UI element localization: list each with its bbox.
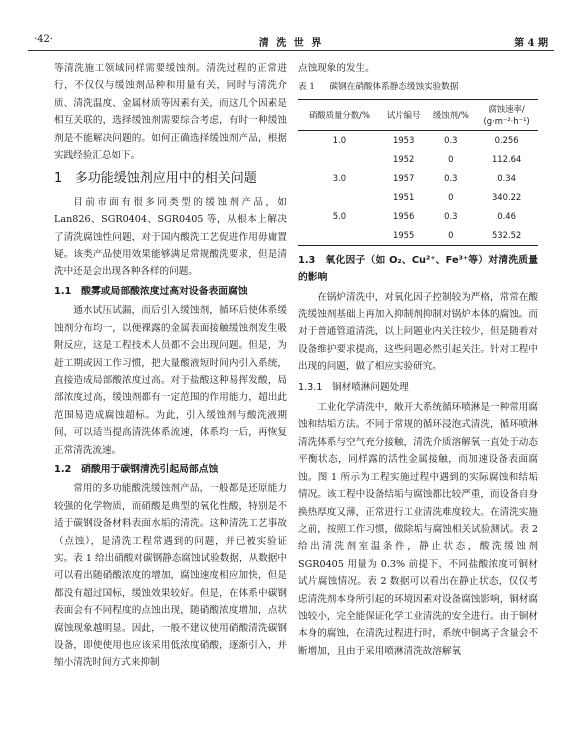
table-cell: 1957	[393, 172, 415, 183]
section-1-1-paragraph: 通水试压试漏，而后引入缓蚀剂，循环后使体系缓蚀剂分布均一，以便裸露的金属表面接触缓蚀剂发生吸附反应，这是工程技术人员都不会出现问题。但是，为赶工期或因工作习惯，把大量酸液短时间内引入系统，直接造成局部酸浓度过高。对于盐酸这种易挥发酸，局部浓度过高，缓蚀剂都有一定范围的作用能力，超出此范围易造成腐蚀超标。为此，引入缓蚀剂与酸洗液期间，可以适当提高清洗体系流速，体系均一后，再恢复正常清洗流速。	[54, 305, 287, 456]
header-line: 腐蚀速率/	[488, 103, 525, 114]
section-1-3-1-paragraph: 工业化学清洗中，敞开大系统循环喷淋是一种常用腐蚀和结垢方法。不同于常规的循环浸泡式清洗，循环喷淋清洗体系与空气充分接触，清洗介质溶解氧一直处于动态平衡状态，同样露的活性金属接触，而加速设备表面腐蚀。图 1 所示为工程实施过程中遇到的实际腐蚀和结垢情况。该工程中设备结垢与腐蚀都比较严重，而设备自身换热厚度又薄，正常进行工业清洗难度较大。在清洗实施之前，按照工作习惯，做除垢与腐蚀相关试验测试。表 2 给出清洗剂室温条件，静止状态，酸洗缓蚀剂 SGR0405 用量为 0.3% 前提下，不同盐酸浓度可铜材试片腐蚀情况。表 2 数据可以看出在静止状态，仅仅考虑清洗剂本身所引起的环境因素对设备腐蚀影响，铜材腐蚀较小，完全能保证化学工业清洗的安全进行。由于铜材本身的腐蚀，在清洗过程进行时，系统中铜离子含量会不断增加，且由于采用喷淋清洗故溶解氧	[298, 402, 538, 657]
section-1-2-paragraph: 常用的多功能酸洗缓蚀剂产品，一般都是还原能力较强的化学物质，而硝酸是典型的氧化性酸，特别是不适于碳钢设备材料表面水垢的清洗。这种清洗工艺事故（点蚀），是清洗工程常遇到的问题，并已被实验证实。表 1 给出硝酸对碳钢静态腐蚀试验数据，从数据中可以看出随硝酸浓度的增加，腐蚀速度相应加快，但是都没有超过国标，缓蚀效果较好。但是，在体系中碳钢表面会有不同程度的点蚀出现，随硝酸浓度增加，点状腐蚀现象越明显。因此，一般不建议使用硝酸清洗碳钢设备，即使使用也应该采用低浓度硝酸，逐渐引入，并缩小清洗时间方式来抑制	[54, 483, 287, 669]
table-row	[298, 188, 538, 207]
spacer	[298, 246, 538, 250]
table-row	[298, 169, 538, 188]
journal-name: 清 洗 世 界	[258, 38, 324, 49]
section-1-1-heading: 1.1 酸雾或局部酸浓度过高对设备表面腐蚀	[54, 285, 248, 297]
table-row	[298, 226, 538, 246]
table-cell: 1951	[393, 191, 415, 202]
table-row	[298, 150, 538, 169]
issue-number: 第 4 期	[514, 38, 548, 49]
table-cell: 3.0	[332, 172, 347, 183]
table-1-title: 碳钢在硝酸体系静态缓蚀实验数据	[329, 82, 459, 93]
table-cell: 532.52	[491, 229, 522, 240]
table-cell: 1953	[393, 134, 415, 145]
table-cell: 0.3	[444, 210, 458, 221]
table-row	[298, 207, 538, 226]
section-1-3-paragraph: 在锅炉清洗中，对氧化因子控制较为严格，常常在酸洗缓蚀剂基础上再加入抑制剂抑制对锅炉本体的腐蚀。而对于普通管道清洗，以上问题业内关注较少，但是随着对设备维护要求提高，这些问题必然引起关注。针对工程中出现的问题，做了相应实验研究。	[298, 291, 538, 373]
header-unit: (g·m⁻²·h⁻¹)	[483, 115, 530, 126]
table-header-cell: 缓蚀剂/%	[432, 109, 469, 120]
intro-paragraph: 等清洗施工领域同样需要缓蚀剂。清洗过程的正常进行，不仅仅与缓蚀剂品种和用量有关，同时与清洗介质、清洗温度、金属材质等因素有关，而这几个因素是相互关联的，选择缓蚀剂需要综合考虑，有时一种缓蚀剂是不能解决问题的。如何正确选择缓蚀剂产品，根据实践经验汇总如下。	[54, 63, 287, 162]
section-1-3-heading: 1.3 氧化因子（如 O₂、Cu²⁺、Fe³⁺等）对清洗质量的影响	[298, 254, 538, 284]
table-cell	[298, 188, 381, 207]
table-cell: 340.22	[491, 191, 522, 202]
table-cell: 0.34	[497, 172, 516, 183]
section-1-2-heading: 1.2 硝酸用于碳钢清洗引起局部点蚀	[54, 463, 219, 475]
section-1-paragraph: 目前市面有很多同类型的缓蚀剂产品，如Lan826、SGR0404、SGR0405 等，从根本上解决了清洗腐蚀性问题，对于国内酸洗工艺促进作用毋庸置疑。该类产品使用效果能够满足常规酸洗要求，但是清洗中还是会出现各种各样的问题。	[54, 196, 287, 278]
table-cell: 0	[448, 191, 454, 202]
left-column	[54, 60, 287, 672]
table-cell	[298, 226, 381, 246]
table-cell: 112.64	[491, 153, 522, 164]
section-1-title: 多功能缓蚀剂应用中的相关问题	[74, 171, 257, 187]
table-cell: 0.3	[444, 134, 458, 145]
table-1	[298, 99, 538, 246]
table-cell: 1.0	[332, 134, 347, 145]
table-cell: 0.46	[497, 210, 516, 221]
table-header-row	[298, 99, 538, 130]
table-cell: 0.256	[494, 134, 519, 145]
running-header	[28, 34, 554, 51]
section-1-number: 1	[54, 171, 63, 187]
section-1-heading	[54, 170, 287, 187]
table-cell: 1952	[393, 153, 415, 164]
table-cell: 1956	[393, 210, 415, 221]
section-1-3-1-heading: 1.3.1 铜材喷淋问题处理	[298, 381, 409, 393]
continued-paragraph: 点蚀现象的发生。	[298, 63, 375, 74]
table-header-cell: 硝酸质量分数/%	[308, 109, 370, 120]
table-1-number: 表 1	[298, 82, 315, 93]
table-cell: 5.0	[332, 210, 347, 221]
table-cell: 0	[448, 229, 454, 240]
right-column	[298, 60, 538, 660]
table-header-cell: 试片编号	[386, 109, 421, 120]
table-header-cell	[475, 99, 538, 130]
table-1-caption	[298, 79, 538, 96]
table-cell: 0.3	[444, 172, 458, 183]
table-cell: 0	[448, 153, 454, 164]
page-number: ·42·	[34, 34, 54, 45]
table-row	[298, 130, 538, 150]
table-cell	[298, 150, 381, 169]
table-cell: 1955	[393, 229, 415, 240]
